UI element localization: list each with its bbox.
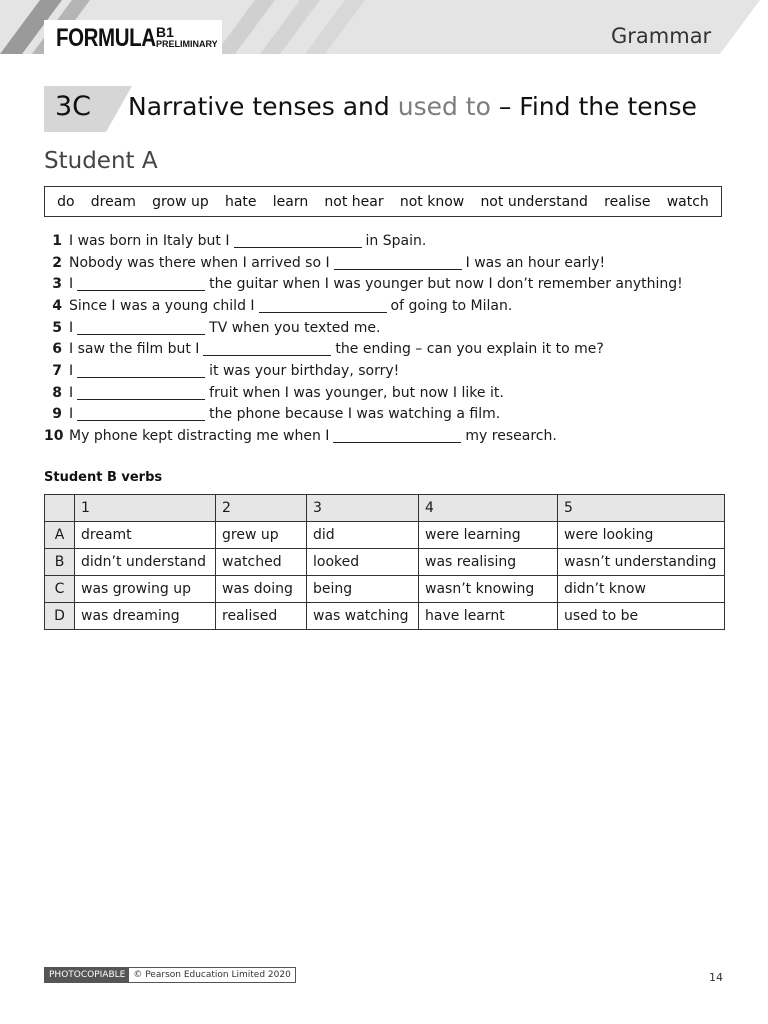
sentence-after: in Spain. bbox=[365, 232, 427, 249]
answer-blank[interactable] bbox=[234, 234, 362, 248]
sentence-before: I bbox=[69, 362, 74, 379]
word-item: not hear bbox=[324, 193, 384, 210]
sentence-number: 5 bbox=[52, 319, 62, 336]
answer-blank[interactable] bbox=[77, 364, 205, 378]
sentence-before: My phone kept distracting me when I bbox=[69, 428, 330, 445]
table-cell: being bbox=[307, 576, 419, 603]
table-cell: have learnt bbox=[419, 603, 558, 630]
sentence-item bbox=[44, 404, 744, 426]
verbs-table bbox=[44, 494, 725, 630]
sentence-item bbox=[44, 425, 744, 447]
sentence-after: it was your birthday, sorry! bbox=[209, 362, 400, 379]
page-title bbox=[128, 92, 697, 121]
copyright-text: © Pearson Education Limited 2020 bbox=[133, 970, 291, 980]
sentence-item bbox=[44, 273, 744, 295]
logo-level: B1 bbox=[156, 24, 174, 40]
column-header: 2 bbox=[216, 495, 307, 522]
sentence-number: 2 bbox=[52, 254, 62, 271]
word-item: hate bbox=[224, 193, 257, 210]
page-number: 14 bbox=[709, 971, 723, 984]
row-label: C bbox=[45, 576, 75, 603]
table-row bbox=[45, 576, 725, 603]
student-label: Student A bbox=[44, 148, 158, 174]
word-item: not understand bbox=[480, 193, 588, 210]
logo-subtitle: PRELIMINARY bbox=[156, 39, 218, 49]
sentence-before: I saw the film but I bbox=[69, 341, 200, 358]
unit-code: 3C bbox=[55, 91, 92, 122]
sentence-item bbox=[44, 338, 744, 360]
table-cell: dreamt bbox=[75, 522, 216, 549]
title-accent: used to bbox=[397, 92, 491, 121]
table-cell: used to be bbox=[558, 603, 725, 630]
answer-blank[interactable] bbox=[77, 386, 205, 400]
sentence-item bbox=[44, 295, 744, 317]
answer-blank[interactable] bbox=[259, 299, 387, 313]
section-label: Grammar bbox=[611, 24, 712, 48]
sentence-before: I bbox=[69, 319, 74, 336]
answer-blank[interactable] bbox=[77, 407, 205, 421]
word-item: grow up bbox=[152, 193, 209, 210]
title-part2: – Find the tense bbox=[490, 92, 697, 121]
answer-blank[interactable] bbox=[77, 277, 205, 291]
word-item: dream bbox=[90, 193, 136, 210]
title-part1: Narrative tenses and bbox=[128, 92, 398, 121]
word-item: watch bbox=[666, 193, 709, 210]
word-box bbox=[44, 186, 722, 217]
table-cell: was growing up bbox=[75, 576, 216, 603]
table-cell: grew up bbox=[216, 522, 307, 549]
table-cell: didn’t understand bbox=[75, 549, 216, 576]
table-row bbox=[45, 549, 725, 576]
table-cell: wasn’t knowing bbox=[419, 576, 558, 603]
word-item: realise bbox=[604, 193, 651, 210]
table-corner-cell bbox=[45, 495, 75, 522]
sentence-before: I bbox=[69, 384, 74, 401]
sentence-number: 6 bbox=[52, 341, 62, 358]
sentence-after: of going to Milan. bbox=[390, 297, 513, 314]
sentence-after: the phone because I was watching a film. bbox=[209, 406, 501, 423]
sentence-number: 1 bbox=[52, 232, 62, 249]
table-cell: was dreaming bbox=[75, 603, 216, 630]
row-label: B bbox=[45, 549, 75, 576]
photocopiable-tag: PHOTOCOPIABLE bbox=[45, 968, 129, 982]
sentence-number: 9 bbox=[52, 406, 62, 423]
sentence-before: I was born in Italy but I bbox=[69, 232, 230, 249]
answer-blank[interactable] bbox=[334, 256, 462, 270]
answer-blank[interactable] bbox=[333, 429, 461, 443]
column-header: 1 bbox=[75, 495, 216, 522]
sentence-after: my research. bbox=[465, 428, 557, 445]
sentence-before: Since I was a young child I bbox=[69, 297, 255, 314]
column-header: 3 bbox=[307, 495, 419, 522]
sentence-after: the guitar when I was younger but now I don’t remember anything! bbox=[209, 276, 683, 293]
column-header: 4 bbox=[419, 495, 558, 522]
table-row bbox=[45, 522, 725, 549]
table-cell: did bbox=[307, 522, 419, 549]
footer-copyright bbox=[44, 967, 296, 983]
sentence-item bbox=[44, 230, 744, 252]
table-cell: was doing bbox=[216, 576, 307, 603]
word-item: not know bbox=[399, 193, 465, 210]
word-item: learn bbox=[272, 193, 309, 210]
answer-blank[interactable] bbox=[203, 342, 331, 356]
sentence-before: I bbox=[69, 406, 74, 423]
sentence-item bbox=[44, 317, 744, 339]
sentence-before: Nobody was there when I arrived so I bbox=[69, 254, 330, 271]
row-label: D bbox=[45, 603, 75, 630]
table-cell: watched bbox=[216, 549, 307, 576]
table-cell: was realising bbox=[419, 549, 558, 576]
sentence-after: I was an hour early! bbox=[465, 254, 606, 271]
sentence-number: 3 bbox=[52, 276, 62, 293]
sentence-number: 8 bbox=[52, 384, 62, 401]
sentence-after: TV when you texted me. bbox=[209, 319, 381, 336]
sentence-number: 10 bbox=[44, 428, 64, 445]
table-cell: didn’t know bbox=[558, 576, 725, 603]
column-header: 5 bbox=[558, 495, 725, 522]
table-cell: was watching bbox=[307, 603, 419, 630]
table-cell: looked bbox=[307, 549, 419, 576]
sentence-number: 4 bbox=[52, 297, 62, 314]
sentence-item bbox=[44, 360, 744, 382]
sentence-after: fruit when I was younger, but now I like it. bbox=[209, 384, 504, 401]
logo-wordmark: FORMULA bbox=[56, 24, 156, 52]
table-cell: wasn’t understanding bbox=[558, 549, 725, 576]
sentence-before: I bbox=[69, 276, 74, 293]
table-cell: were learning bbox=[419, 522, 558, 549]
table-cell: were looking bbox=[558, 522, 725, 549]
answer-blank[interactable] bbox=[77, 321, 205, 335]
sentence-list bbox=[44, 230, 744, 447]
sentence-item bbox=[44, 382, 744, 404]
sentence-item bbox=[44, 252, 744, 274]
table-row bbox=[45, 603, 725, 630]
table-header-row bbox=[45, 495, 725, 522]
table-cell: realised bbox=[216, 603, 307, 630]
row-label: A bbox=[45, 522, 75, 549]
word-item: do bbox=[57, 193, 75, 210]
verbs-table-heading: Student B verbs bbox=[44, 470, 163, 485]
sentence-number: 7 bbox=[52, 362, 62, 379]
sentence-after: the ending – can you explain it to me? bbox=[335, 341, 604, 358]
